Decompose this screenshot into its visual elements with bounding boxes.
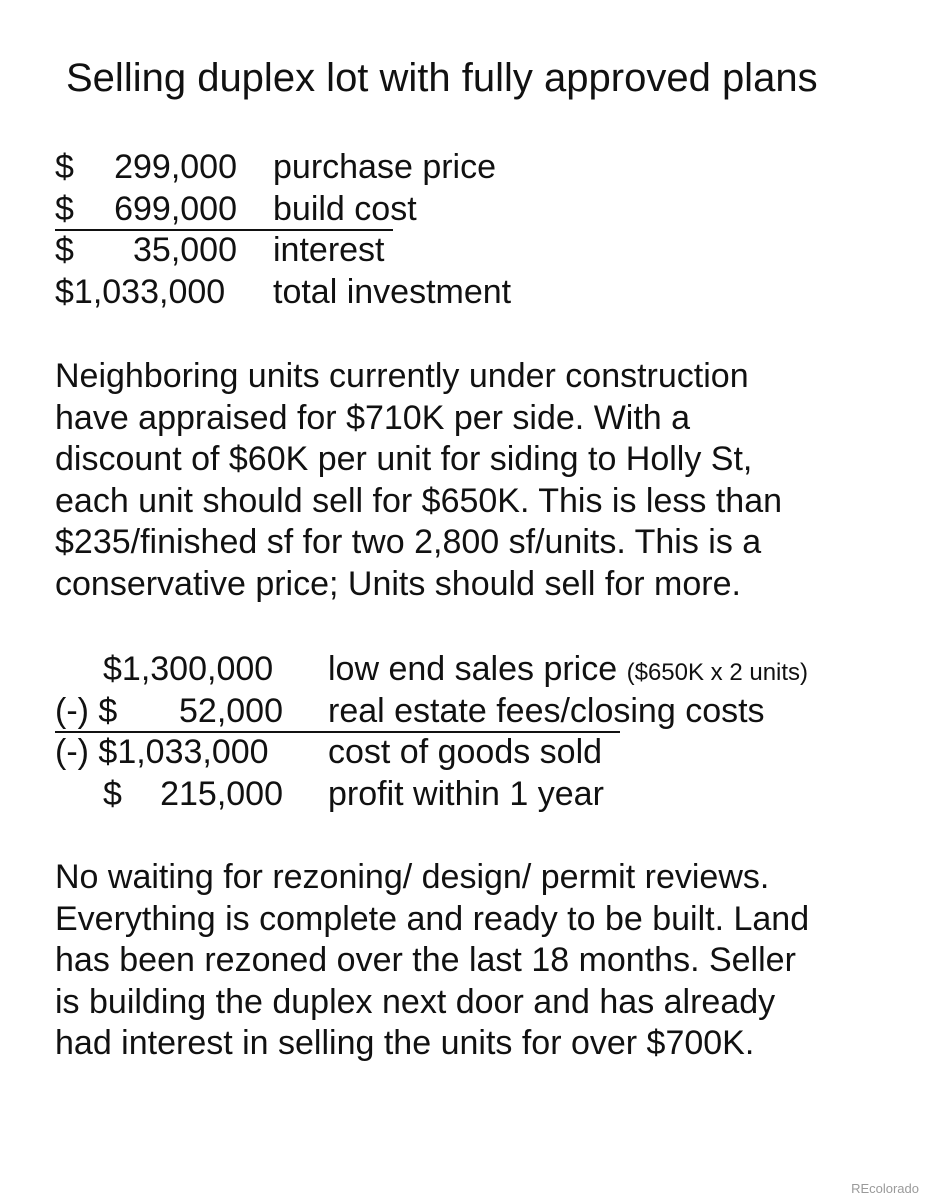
profit-result-row bbox=[55, 773, 915, 815]
profit-row-underlined bbox=[55, 731, 915, 773]
currency-symbol: $ bbox=[55, 231, 74, 269]
row-label bbox=[328, 648, 808, 694]
investment-row bbox=[55, 188, 575, 230]
prefix: $ bbox=[103, 775, 122, 813]
paragraph-line: had interest in selling the units for over $700K. bbox=[55, 1024, 755, 1062]
row-label: cost of goods sold bbox=[328, 733, 603, 771]
currency-symbol: $ bbox=[55, 190, 74, 228]
paragraph-line: conservative price; Units should sell for more. bbox=[55, 564, 741, 603]
paragraph-line: Neighboring units currently under construction bbox=[55, 357, 749, 395]
page-title: Selling duplex lot with fully approved plans bbox=[66, 56, 818, 100]
row-label: purchase price bbox=[273, 148, 497, 186]
paragraph-line: $235/finished sf for two 2,800 sf/units. This is a bbox=[55, 523, 762, 561]
paragraph-line: Everything is complete and ready to be built. Land bbox=[55, 899, 810, 938]
amount: 215,000 bbox=[160, 775, 283, 813]
row-label: real estate fees/closing costs bbox=[328, 692, 765, 730]
label-text: low end sales price bbox=[328, 650, 618, 688]
amount: 299,000 bbox=[114, 148, 237, 186]
paragraph-line: has been rezoned over the last 18 months. Seller bbox=[55, 941, 796, 979]
paragraph-line: No waiting for rezoning/ design/ permit reviews. bbox=[55, 858, 770, 896]
total-amount: $1,033,000 bbox=[55, 273, 226, 311]
paragraph-line: discount of $60K per unit for siding to Holly St, bbox=[55, 440, 753, 478]
currency-symbol: $ bbox=[55, 148, 74, 186]
paragraph-line: each unit should sell for $650K. This is less than bbox=[55, 481, 783, 520]
amount: 699,000 bbox=[114, 190, 237, 228]
prefix: (-) $ bbox=[55, 692, 118, 730]
watermark-credit: REcolorado bbox=[851, 1181, 919, 1196]
investment-total-row bbox=[55, 271, 575, 313]
amount: 35,000 bbox=[133, 231, 237, 269]
row-label: build cost bbox=[273, 190, 417, 228]
investment-row bbox=[55, 146, 575, 188]
amount: 52,000 bbox=[179, 692, 283, 730]
profit-row bbox=[55, 690, 915, 732]
profit-row bbox=[55, 648, 915, 690]
prefix: (-) $1,033,000 bbox=[55, 733, 269, 771]
investment-row-underlined bbox=[55, 229, 575, 271]
amount: $1,300,000 bbox=[103, 650, 274, 688]
paragraph-line: is building the duplex next door and has already bbox=[55, 982, 776, 1021]
status-paragraph bbox=[55, 857, 915, 1065]
appraisal-paragraph bbox=[55, 356, 915, 605]
paragraph-line: have appraised for $710K per side. With a bbox=[55, 398, 691, 437]
row-label: total investment bbox=[273, 273, 512, 311]
row-label: interest bbox=[273, 231, 385, 269]
row-label: profit within 1 year bbox=[328, 775, 604, 813]
label-note: ($650K x 2 units) bbox=[626, 659, 809, 686]
